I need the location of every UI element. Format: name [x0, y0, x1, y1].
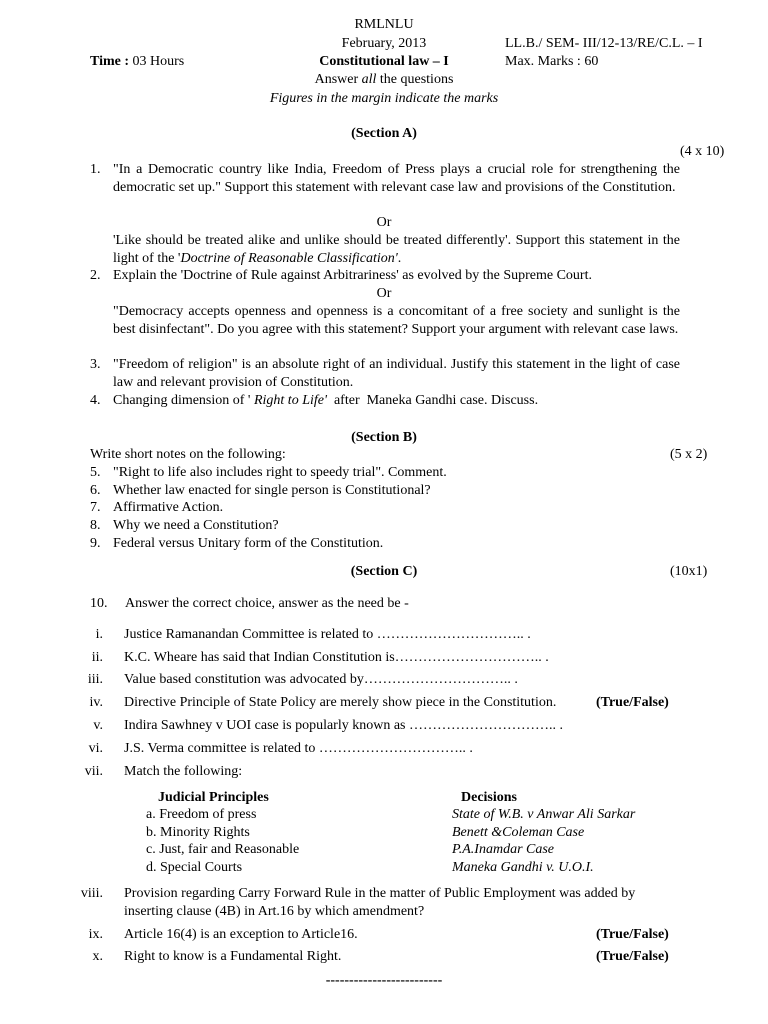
or-separator: Or	[376, 286, 392, 301]
match-right-header: Decisions	[461, 790, 517, 805]
question-text: Explain the 'Doctrine of Rule against Arbitrariness' as evolved by the Supreme Court.	[113, 268, 592, 283]
question-number: 4.	[90, 393, 101, 408]
question-6	[90, 482, 680, 500]
margin-note: Figures in the margin indicate the marks	[269, 91, 499, 106]
true-false-tag: (True/False)	[596, 695, 669, 710]
or-separator: Or	[376, 215, 392, 230]
section-b-intro: Write short notes on the following:	[90, 447, 286, 462]
roman-numeral: ii.	[91, 650, 103, 665]
question-text: Whether law enacted for single person is Constitutional?	[113, 483, 431, 498]
exam-date: February, 2013	[341, 36, 427, 51]
section-c-marks: (10x1)	[670, 564, 708, 579]
sub-question-text: Justice Ramanandan Committee is related to ………………………….. .	[124, 627, 531, 642]
true-false-tag: (True/False)	[596, 927, 669, 942]
sub-question-text: Indira Sawhney v UOI case is popularly known as ………………………….. .	[124, 718, 563, 733]
alt-text-pre: 'Like should be treated alike and unlike should be treated differently'. Support this statement in the light of the '	[113, 233, 680, 266]
match-left-item: c. Just, fair and Reasonable	[146, 842, 300, 857]
question-number: 6.	[90, 483, 101, 498]
roman-numeral: i.	[95, 627, 103, 642]
question-10-number: 10.	[90, 596, 108, 611]
sub-question-text: Match the following:	[124, 764, 243, 779]
true-false-tag: (True/False)	[596, 949, 669, 964]
end-of-paper-line: -------------------------	[325, 973, 443, 988]
roman-numeral: vii.	[84, 764, 103, 779]
match-left-item: d. Special Courts	[146, 860, 243, 875]
time-label: Time :	[90, 54, 130, 69]
roman-numeral: x.	[92, 949, 103, 964]
subject-title: Constitutional law – I	[319, 54, 449, 69]
question-number: 2.	[90, 268, 101, 283]
section-c-title: (Section C)	[350, 564, 418, 579]
question-4	[90, 392, 680, 410]
roman-numeral: iii.	[87, 672, 103, 687]
alt-text-post: .	[397, 250, 402, 266]
question-1	[90, 161, 680, 196]
instruction-post: the questions	[376, 72, 454, 87]
question-number: 9.	[90, 536, 101, 551]
sub-question-text-line1: Provision regarding Carry Forward Rule in the matter of Public Employment was added by	[124, 886, 636, 901]
sub-question-text: Value based constitution was advocated by………………………….. .	[124, 672, 518, 687]
question-3	[90, 356, 680, 391]
roman-numeral: viii.	[80, 886, 103, 901]
sub-question-text: Article 16(4) is an exception to Article16.	[124, 927, 358, 942]
question-text: "Right to life also includes right to speedy trial". Comment.	[113, 465, 447, 480]
sub-question-text: Directive Principle of State Policy are merely show piece in the Constitution.	[124, 695, 557, 710]
section-b-marks: (5 x 2)	[670, 447, 708, 462]
question-number: 8.	[90, 518, 101, 533]
match-right-item: State of W.B. v Anwar Ali Sarkar	[452, 807, 636, 822]
question-10-text: Answer the correct choice, answer as the need be -	[125, 596, 409, 611]
q4-text-post: after Maneka Gandhi case. Discuss.	[326, 393, 539, 408]
question-7	[90, 499, 680, 517]
question-number: 7.	[90, 500, 101, 515]
sub-question-text: K.C. Wheare has said that Indian Constitution is………………………….. .	[124, 650, 549, 665]
sub-question-text: J.S. Verma committee is related to ………………………….. .	[124, 741, 473, 756]
question-2-alternative	[90, 303, 680, 338]
sub-question-text-line2: inserting clause (4B) in Art.16 by which amendment?	[124, 904, 425, 919]
match-right-item: Benett &Coleman Case	[452, 825, 585, 840]
match-left-header: Judicial Principles	[158, 790, 269, 805]
match-left-item: b. Minority Rights	[146, 825, 250, 840]
question-text: Affirmative Action.	[113, 500, 224, 515]
question-5	[90, 464, 680, 482]
question-number: 3.	[90, 357, 101, 372]
question-2	[90, 267, 680, 285]
instruction-emphasis: all	[361, 72, 377, 87]
time-value: 03 Hours	[129, 54, 185, 69]
section-a-marks: (4 x 10)	[680, 144, 725, 159]
roman-numeral: vi.	[88, 741, 103, 756]
institute-name: RMLNLU	[354, 17, 414, 32]
match-right-item: Maneka Gandhi v. U.O.I.	[452, 860, 594, 875]
question-1-alternative	[90, 232, 680, 267]
question-9	[90, 535, 680, 553]
question-8	[90, 517, 680, 535]
course-code: LL.B./ SEM- III/12-13/RE/C.L. – I	[505, 36, 703, 51]
question-number: 1.	[90, 162, 101, 177]
question-text	[113, 392, 680, 410]
question-text: "Freedom of religion" is an absolute right of an individual. Justify this statement in the light of case law and relevant provision of Constitution.	[113, 357, 680, 390]
question-text	[113, 232, 680, 267]
section-a-title: (Section A)	[351, 126, 417, 141]
alt-text-emphasis: Doctrine of Reasonable Classification'	[180, 250, 398, 266]
question-text: "Democracy accepts openness and openness is a concomitant of a free society and sunlight is the best disinfectant". Do you agree with this statement? Support your argument with relevant case laws.	[113, 304, 680, 337]
roman-numeral: iv.	[89, 695, 103, 710]
instruction-pre: Answer	[314, 72, 362, 87]
q4-text-emphasis: Right to Life'	[253, 393, 327, 408]
question-text: Federal versus Unitary form of the Constitution.	[113, 536, 384, 551]
section-b-title: (Section B)	[351, 430, 417, 445]
instruction	[0, 71, 768, 88]
roman-numeral: ix.	[88, 927, 103, 942]
max-marks: Max. Marks : 60	[505, 54, 599, 69]
question-text: "In a Democratic country like India, Freedom of Press plays a crucial role for strengthening the democratic set up." Support this statement with relevant case law and provisions of the Constitution.	[113, 162, 680, 195]
match-right-item: P.A.Inamdar Case	[452, 842, 555, 857]
roman-numeral: v.	[93, 718, 103, 733]
q4-text-pre: Changing dimension of '	[113, 393, 254, 408]
match-left-item: a. Freedom of press	[146, 807, 257, 822]
question-text: Why we need a Constitution?	[113, 518, 279, 533]
question-number: 5.	[90, 465, 101, 480]
sub-question-text: Right to know is a Fundamental Right.	[124, 949, 342, 964]
